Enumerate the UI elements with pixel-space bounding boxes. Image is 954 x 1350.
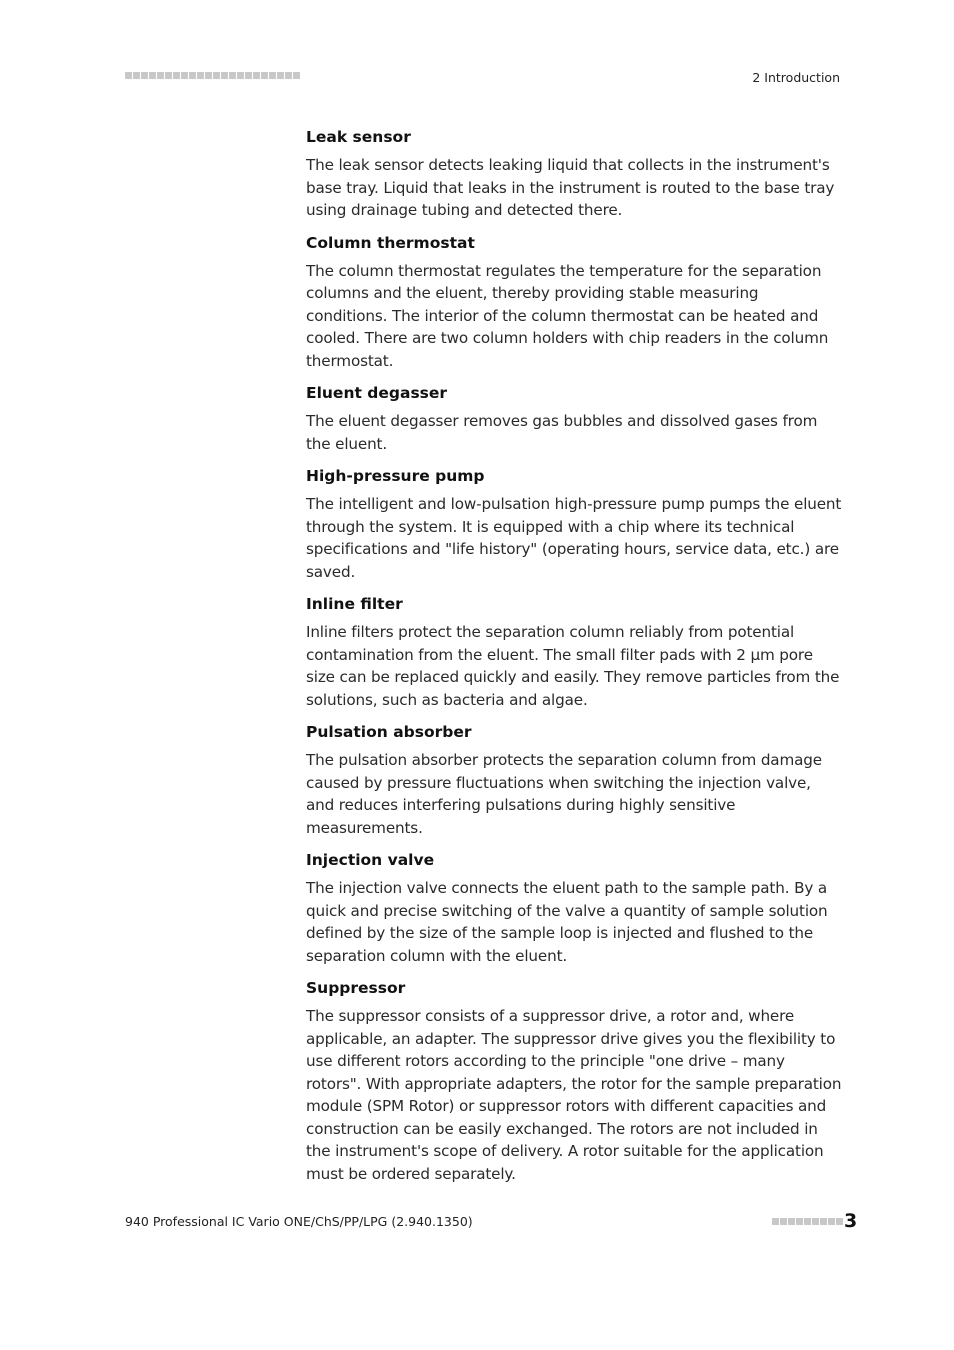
section-heading: Injection valve — [306, 851, 435, 869]
section-injection-valve — [306, 849, 842, 967]
page-number: 3 — [844, 1210, 858, 1232]
section-leak-sensor — [306, 126, 842, 222]
section-inline-filter — [306, 593, 842, 711]
section-body: The eluent degasser removes gas bubbles and dissolved gases from the eluent. — [306, 412, 818, 453]
section-body: The column thermostat regulates the temperature for the separation columns and the eluent, thereby providing stable measuring conditions. The interior of the column thermostat can be heated and cooled. There are two column holders with chip readers in the column thermostat. — [306, 261, 829, 370]
footer-decoration — [772, 1218, 843, 1225]
section-body: The injection valve connects the eluent path to the sample path. By a quick and precise switching of the valve a quantity of sample solution defined by the size of the sample loop is injected and flushed to the separation column with the eluent. — [306, 879, 828, 965]
section-heading: Eluent degasser — [306, 384, 448, 402]
section-suppressor — [306, 977, 842, 1185]
page-content — [306, 126, 842, 1195]
section-heading: Leak sensor — [306, 128, 411, 146]
section-heading: Inline filter — [306, 595, 403, 613]
section-body: The suppressor consists of a suppressor drive, a rotor and, where applicable, an adapter. The suppressor drive gives you the flexibility to use different rotors according to the principle "one drive – many rotors". With appropriate adapters, the rotor for the sample preparation module (SPM Rotor) or suppressor rotors with different capacities and construction can be easily exchanged. The rotors are not included in the instrument's scope of delivery. A rotor suitable for the application must be ordered separately. — [306, 1007, 842, 1183]
section-body: The intelligent and low-pulsation high-pressure pump pumps the eluent through the system. It is equipped with a chip where its technical specifications and "life history" (operating hours, service data, etc.) are saved. — [306, 495, 842, 581]
section-column-thermostat — [306, 232, 842, 373]
section-high-pressure-pump — [306, 465, 842, 583]
section-heading: High-pressure pump — [306, 467, 485, 485]
header-chapter-title: 2 Introduction — [752, 70, 840, 85]
header-decoration — [125, 72, 300, 80]
section-heading: Pulsation absorber — [306, 723, 472, 741]
footer-product-name: 940 Professional IC Vario ONE/ChS/PP/LPG (2.940.1350) — [125, 1214, 473, 1229]
section-heading: Column thermostat — [306, 233, 475, 252]
section-heading: Suppressor — [306, 979, 406, 997]
section-body: Inline filters protect the separation column reliably from potential contamination from the eluent. The small filter pads with 2 µm pore size can be replaced quickly and easily. They remove particles from the solutions, such as bacteria and algae. — [306, 623, 840, 709]
section-pulsation-absorber — [306, 721, 842, 839]
section-body: The leak sensor detects leaking liquid that collects in the instrument's base tray. Liquid that leaks in the instrument is routed to the base tray using drainage tubing and detected there. — [306, 156, 835, 219]
section-body: The pulsation absorber protects the separation column from damage caused by pressure fluctuations when switching the injection valve, and reduces interfering pulsations during highly sensitive measurements. — [306, 751, 822, 837]
section-eluent-degasser — [306, 382, 842, 455]
